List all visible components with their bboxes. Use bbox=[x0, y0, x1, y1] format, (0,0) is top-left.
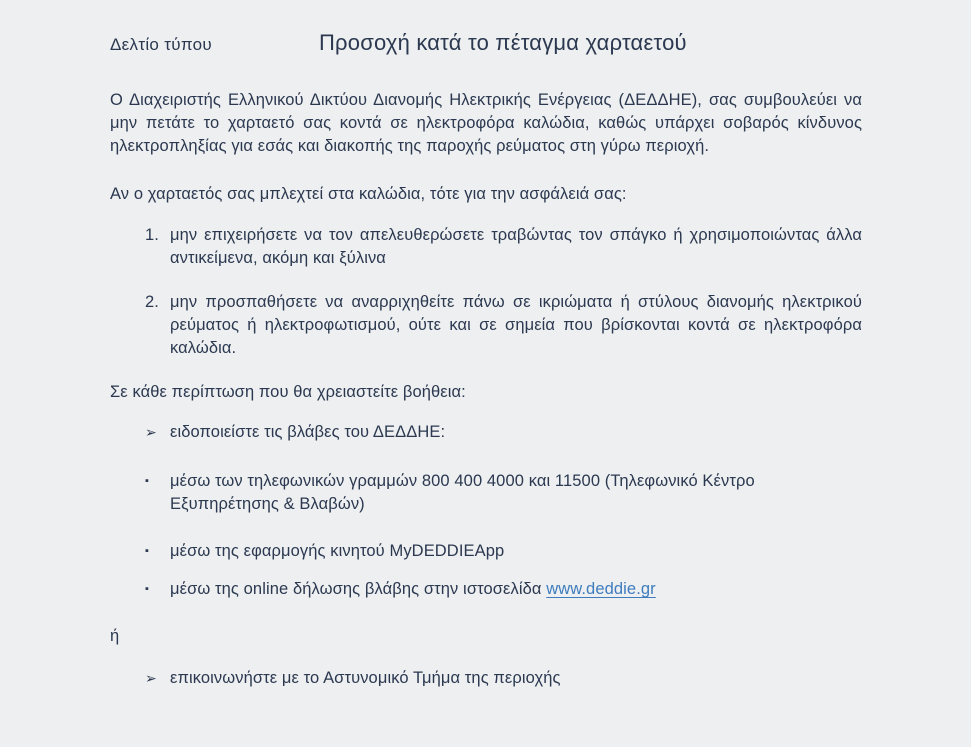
list-item-text: μην προσπαθήσετε να αναρριχηθείτε πάνω σε ικριώματα ή στύλους διανομής ηλεκτρικού ρεύματος ή ηλεκτροφωτισμού, ούτε και σε σημεία που βρίσκονται κοντά σε ηλεκτροφόρα καλώδια. bbox=[170, 293, 862, 357]
or-paragraph: ή bbox=[110, 627, 120, 645]
document-header bbox=[110, 30, 862, 56]
help-item-phone-lines bbox=[110, 470, 862, 516]
help-item-mobile-app bbox=[110, 540, 862, 563]
online-report-text: μέσω της online δήλωσης βλάβης στην ιστοσελίδα bbox=[170, 580, 547, 598]
arrow-bullet-icon: ➢ bbox=[145, 424, 157, 440]
if-tangled-paragraph: Αν ο χαρταετός σας μπλεχτεί στα καλώδια, τότε για την ασφάλειά σας: bbox=[110, 185, 627, 203]
numbered-item-1 bbox=[110, 224, 862, 270]
help-item-text bbox=[170, 578, 862, 601]
square-bullet-icon: ▪ bbox=[145, 545, 149, 557]
numbered-item-2 bbox=[110, 291, 862, 360]
help-item-text: μέσω των τηλεφωνικών γραμμών 800 400 4000 και 11500 (Τηλεφωνικό Κέντρο Εξυπηρέτησης & Βλαβών) bbox=[170, 472, 755, 513]
help-item-notify-deddie bbox=[110, 421, 862, 444]
intro-paragraph: Ο Διαχειριστής Ελληνικού Δικτύου Διανομής Ηλεκτρικής Ενέργειας (ΔΕΔΔΗΕ), σας συμβουλεύει να μην πετάτε το χαρταετό σας κοντά σε ηλεκτροφόρα καλώδια, καθώς υπάρχει σοβαρός κίνδυνος ηλεκτροπληξίας για εσάς και διακοπής της παροχής ρεύματος στη γύρω περιοχή. bbox=[110, 91, 862, 155]
help-item-text: μέσω της εφαρμογής κινητού MyDEDDIEApp bbox=[170, 542, 505, 560]
list-number: 1. bbox=[145, 226, 159, 244]
press-release-label: Δελτίο τύπου bbox=[110, 35, 212, 54]
help-intro-paragraph: Σε κάθε περίπτωση που θα χρειαστείτε βοήθεια: bbox=[110, 383, 466, 401]
list-item-text: μην επιχειρήσετε να τον απελευθερώσετε τραβώντας τον σπάγκο ή χρησιμοποιώντας άλλα αντικείμενα, ακόμη και ξύλινα bbox=[170, 226, 862, 267]
list-number: 2. bbox=[145, 293, 159, 311]
square-bullet-icon: ▪ bbox=[145, 583, 149, 595]
help-item-text: ειδοποιείστε τις βλάβες του ΔΕΔΔΗΕ: bbox=[170, 423, 446, 441]
deddie-website-link[interactable]: www.deddie.gr bbox=[546, 580, 656, 598]
help-item-text: επικοινωνήστε με το Αστυνομικό Τμήμα της περιοχής bbox=[170, 669, 561, 687]
help-item-police bbox=[110, 667, 862, 690]
arrow-bullet-icon: ➢ bbox=[145, 670, 157, 686]
help-item-online-report bbox=[110, 578, 862, 601]
page-title: Προσοχή κατά το πέταγμα χαρταετού bbox=[318, 30, 687, 55]
square-bullet-icon: ▪ bbox=[145, 475, 149, 487]
